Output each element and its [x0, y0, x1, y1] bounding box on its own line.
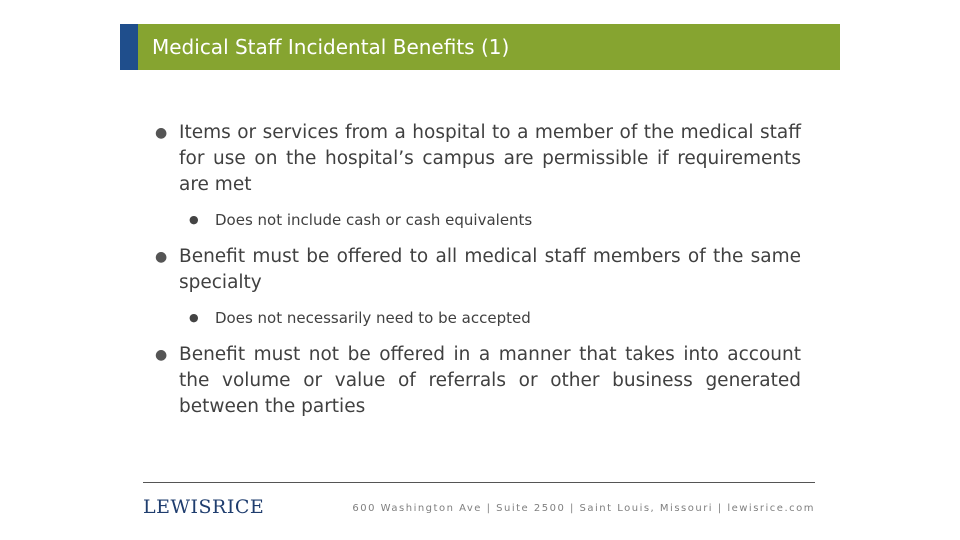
bullet-text: Benefit must not be offered in a manner that takes into account the volume or value of referrals or other business generated between the parties — [179, 344, 801, 417]
bullet-dot-icon: ● — [155, 347, 168, 363]
footer-address: 600 Washington Ave | Suite 2500 | Saint Louis, Missouri | lewisrice.com — [352, 503, 815, 514]
bullet-text: Items or services from a hospital to a member of the medical staff for use on the hospital’s campus are permissible if requirements are met — [179, 122, 801, 195]
sub-bullet-item — [155, 308, 801, 328]
lewisrice-logo: LEWISRICE — [143, 496, 265, 518]
bullet-item — [155, 120, 801, 198]
bullet-text: Benefit must be offered to all medical staff members of the same specialty — [179, 246, 801, 293]
sub-bullet-item — [155, 210, 801, 230]
bullet-dot-icon: ● — [155, 249, 168, 265]
sub-bullet-text: Does not necessarily need to be accepted — [215, 309, 531, 327]
title-accent — [120, 24, 138, 70]
sub-bullet-text: Does not include cash or cash equivalents — [215, 211, 533, 229]
bullet-list — [155, 120, 801, 420]
sub-bullet-dot-icon: ● — [189, 213, 199, 226]
sub-bullet-dot-icon: ● — [189, 311, 199, 324]
bullet-item — [155, 342, 801, 420]
slide-title: Medical Staff Incidental Benefits (1) — [152, 35, 510, 59]
footer-divider — [143, 482, 815, 483]
bullet-dot-icon: ● — [155, 125, 168, 141]
bullet-item — [155, 244, 801, 296]
title-bar — [120, 24, 840, 70]
